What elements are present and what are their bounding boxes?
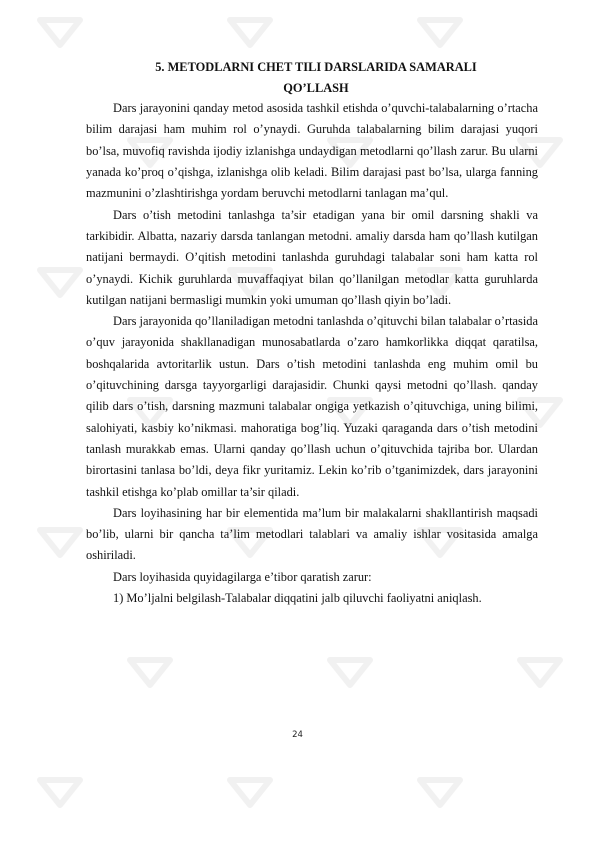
section-title-line-1: 5. METODLARNI CHET TILI DARSLARIDA SAMARALI bbox=[155, 60, 477, 74]
paragraph-5: Dars loyihasida quyidagilarga e’tibor qaratish zarur: bbox=[113, 569, 372, 584]
paragraph-4: Dars loyihasining har bir elementida ma’lum bir malakalarni shakllantirish maqsadi bo’lib, ularni bir qancha ta’lim metodlari talablari va amaliy ishlar vositasida amalga oshiriladi. bbox=[86, 505, 538, 563]
document-body bbox=[86, 57, 538, 609]
paragraph-3: Dars jarayonida qo’llaniladigan metodni tanlashda o’qituvchi bilan talabalar o’rtasida o’quv jarayonida shakllanadigan munosabatlarda o’zaro hamkorlikka diqqat qaratilsa, boshqalarida avtoritarlik ustun. Dars o’tish metodini tanlashda eng muhim omil bu o’qituvchining darsga tayyorgarligi darajasidir. Chunki qaysi metodni qo’llash. qanday qilib dars o’tish, darsning mazmuni talabalar ongiga yetkazish o’qituvchiga, uning bilimi, salohiyati, kasbiy ko’nikmasi. mahoratiga bog’liq. Yuzaki qaraganda dars o’tish metodini tanlash murakkab emas. Ularni qanday qo’llash uchun o’qituvchida tajriba bor. Ulardan birortasini tanlasa bo’ldi, deya fikr yuritamiz. Lekin ko’rib o’tganimizdek, dars jarayonini tashkil etishga ko’plab omillar ta’sir qiladi. bbox=[86, 314, 538, 499]
paragraph-6: 1) Mo’ljalni belgilash-Talabalar diqqatini jalb qiluvchi faoliyatni aniqlash. bbox=[113, 591, 482, 606]
paragraph-2: Dars o’tish metodini tanlashga ta’sir etadigan yana bir omil darsning shakli va tarkibidir. Albatta, nazariy darsda tanlangan metodni. amaliy darsda ham qo’llash kutilgan natijani bermaydi. O’qitish metodini tanlashda guruhdagi talabalar soni ham katta rol o’ynaydi. Kichik guruhlarda muvaffaqiyat bilan qo’llanilgan metodlar katta guruhlarda kutilgan natijani bermasligi mumkin yoki umuman qo’llash qiyin bo’ladi. bbox=[86, 207, 538, 307]
page-number: 24 bbox=[292, 730, 303, 740]
section-title-line-2: QO’LLASH bbox=[283, 80, 349, 95]
paragraph-1: Dars jarayonini qanday metod asosida tashkil etishda o’quvchi-talabalarning o’rtacha bilim darajasi ham muhim rol o’ynaydi. Guruhda talabalarning bilim darajasi yuqori bo’lsa, muvofiq ravishda ijodiy izlanishga undaydigan metodlarni qo’llash zarur. Bu ularni yanada ko’proq o’qishga, izlanishga olib keladi. Bilim darajasi past bo’lsa, ularga fanning mazmunini o’zlashtirishga yordam beruvchi metodlarni tanlagan ma’qul. bbox=[86, 101, 538, 201]
